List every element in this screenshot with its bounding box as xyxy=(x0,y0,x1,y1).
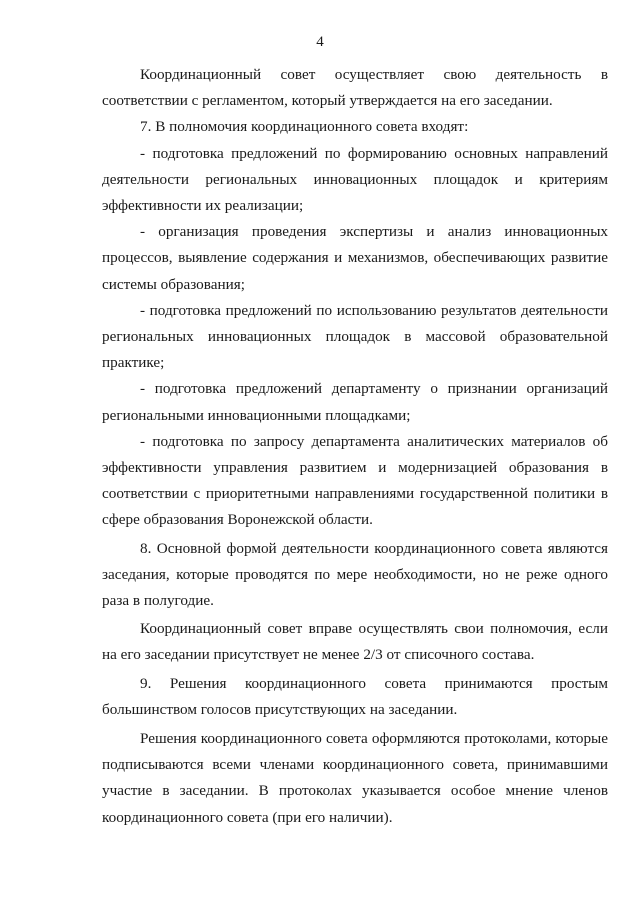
paragraph-quorum: Координационный совет вправе осуществлять свои полномочия, если на его заседании присутствует не менее 2/3 от списочного состава. xyxy=(102,620,608,664)
paragraph-protocols: Решения координационного совета оформляются протоколами, которые подписываются всеми членами координационного совета, принимавшими участие в заседании. В протоколах указывается особое мнение членов координационного совета (при его наличии). xyxy=(102,730,608,826)
list-item-recognition-proposals: - подготовка предложений департаменту о признании организаций региональными инновационными площадками; xyxy=(102,380,608,424)
document-body xyxy=(102,62,608,831)
list-item-results-usage: - подготовка предложений по использованию результатов деятельности региональных инновационных площадок в массовой образовательной практике; xyxy=(102,301,608,372)
paragraph-8-meetings: 8. Основной формой деятельности координационного совета являются заседания, которые проводятся по мере необходимости, но не реже одного раза в полугодие. xyxy=(102,539,608,610)
paragraph-7-heading: 7. В полномочия координационного совета входят: xyxy=(140,118,469,136)
list-item-proposals-directions: - подготовка предложений по формированию основных направлений деятельности региональных инновационных площадок и критериям эффективности их реализации; xyxy=(102,144,608,215)
list-item-analytical-materials: - подготовка по запросу департамента аналитических материалов об эффективности управления развитием и модернизацией образования в соответствии с приоритетными направлениями государственной политики в сфере образования Воронежской области. xyxy=(102,432,608,529)
paragraph-council-regulations: Координационный совет осуществляет свою деятельность в соответствии с регламентом, который утверждается на его заседании. xyxy=(102,66,608,110)
paragraph-9-decisions: 9. Решения координационного совета принимаются простым большинством голосов присутствующих на заседании. xyxy=(102,674,608,718)
page-number: 4 xyxy=(316,34,324,50)
list-item-expertise-analysis: - организация проведения экспертизы и анализ инновационных процессов, выявление содержания и механизмов, обеспечивающих развитие системы образования; xyxy=(102,223,608,293)
